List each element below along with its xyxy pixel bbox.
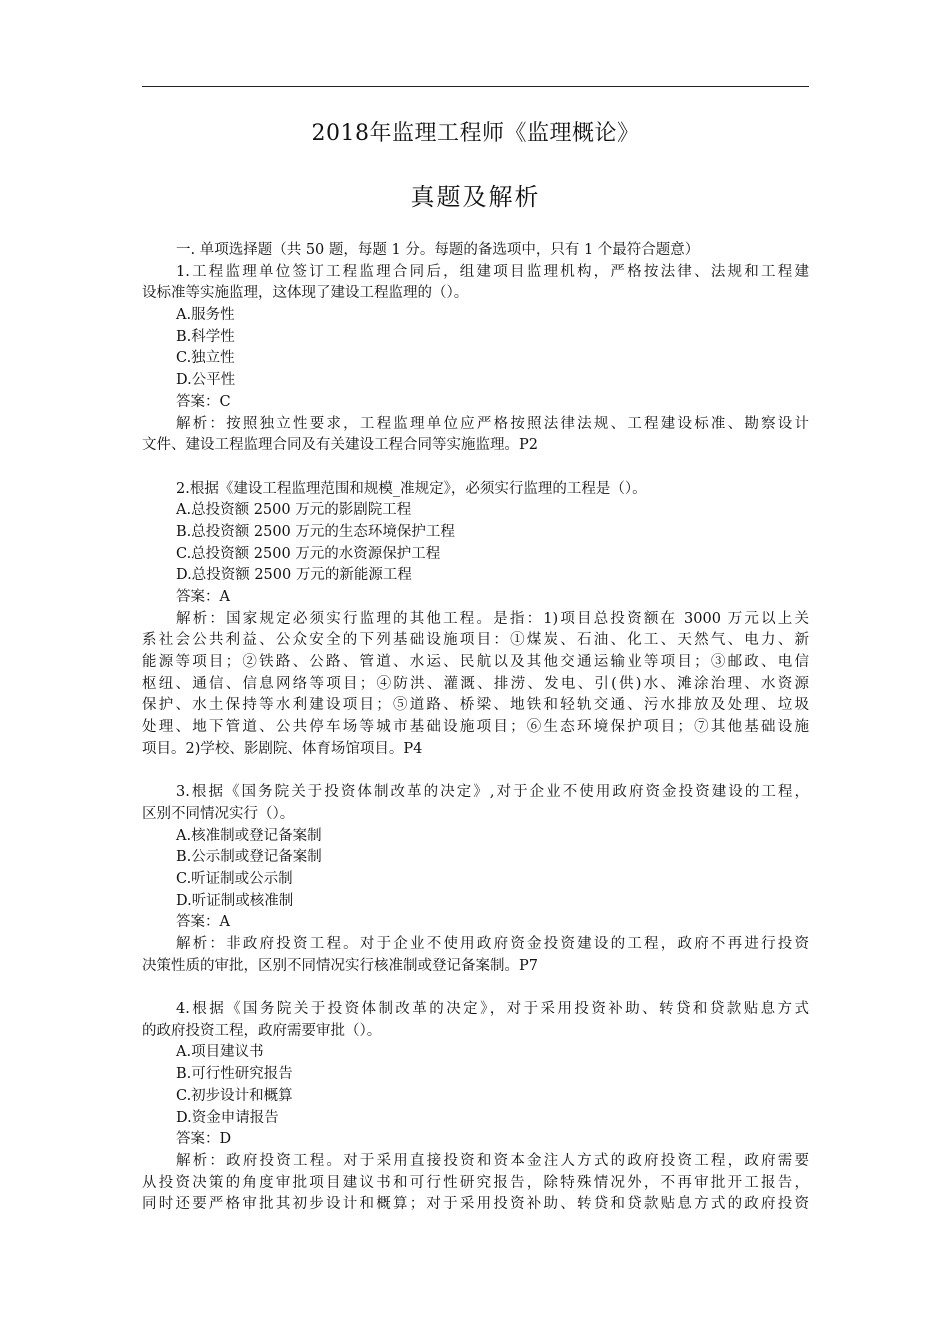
- q3-option-b: B.公示制或登记备案制: [176, 849, 322, 866]
- q1-option-c: C.独立性: [176, 350, 235, 367]
- q4-option-b: B.可行性研究报告: [176, 1066, 293, 1083]
- q2-stem-line: 2.根据《建设工程监理范围和规模_准规定》，必须实行监理的工程是（）。: [176, 480, 647, 497]
- q2-analysis-line: 保护、水土保持等水利建设项目；⑤道路、桥梁、地铁和轻轨交通、污水排放及处理、垃圾: [142, 697, 809, 714]
- q4-analysis-line: 同时还要严格审批其初步设计和概算；对于采用投资补助、转贷和贷款贴息方式的政府投资: [142, 1196, 809, 1213]
- q1-option-b: B.科学性: [176, 328, 235, 345]
- q1-answer: 答案：C: [176, 393, 231, 410]
- q1-option-a: A.服务性: [176, 307, 235, 324]
- q2-option-b: B.总投资额 2500 万元的生态环境保护工程: [176, 523, 455, 540]
- q4-answer: 答案：D: [176, 1131, 232, 1148]
- q2-analysis-line: 项目。2)学校、影剧院、体育场馆项目。P4: [142, 740, 423, 757]
- q1-stem-line: 设标准等实施监理，这体现了建设工程监理的（）。: [142, 285, 469, 302]
- q3-analysis-line: 决策性质的审批，区别不同情况实行核准制或登记备案制。P7: [142, 957, 538, 974]
- q2-analysis-line: 解析：国家规定必须实行监理的其他工程。是指：1)项目总投资额在 3000 万元以上关: [176, 610, 809, 627]
- q4-stem-line: 的政府投资工程，政府需要审批（）。: [142, 1022, 382, 1039]
- document-subtitle: 真题及解析: [410, 183, 541, 211]
- q2-analysis-line: 能源等项目；②铁路、公路、管道、水运、民航以及其他交通运输业等项目；③邮政、电信: [142, 654, 809, 671]
- q4-option-d: D.资金申请报告: [176, 1109, 279, 1126]
- q3-stem-line: 3.根据《国务院关于投资体制改革的决定》,对于企业不使用政府资金投资建设的工程，: [176, 784, 809, 801]
- paragraph-gap: [142, 457, 809, 479]
- document-title: 2018年监理工程师《监理概论》: [311, 121, 640, 146]
- q2-analysis-line: 枢纽、通信、信息网络等项目；④防洪、灌溉、排涝、发电、引(供)水、滩涂治理、水资源: [142, 675, 809, 692]
- q2-answer: 答案：A: [176, 589, 230, 605]
- q2-option-c: C.总投资额 2500 万元的水资源保护工程: [176, 545, 441, 562]
- paragraph-gap: [142, 761, 809, 783]
- q2-analysis-line: 处理、地下管道、公共停车场等城市基础设施项目；⑥生态环境保护项目；⑦其他基础设施: [142, 719, 809, 736]
- q1-analysis-line: 文件、建设工程监理合同及有关建设工程合同等实施监理。P2: [142, 437, 538, 454]
- q2-option-a: A.总投资额 2500 万元的影剧院工程: [176, 502, 412, 519]
- q1-option-d: D.公平性: [176, 372, 236, 389]
- q2-option-d: D.总投资额 2500 万元的新能源工程: [176, 567, 412, 584]
- q2-analysis-line: 系社会公共利益、公众安全的下列基础设施项目：①煤炭、石油、化工、天然气、电力、新: [142, 632, 809, 649]
- q3-option-c: C.听证制或公示制: [176, 870, 293, 887]
- q3-analysis-line: 解析：非政府投资工程。对于企业不使用政府资金投资建设的工程，政府不再进行投资: [176, 936, 809, 952]
- document-body: [142, 240, 809, 1216]
- paragraph-gap: [142, 977, 809, 999]
- q4-option-c: C.初步设计和概算: [176, 1087, 293, 1104]
- q4-stem-line: 4.根据《国务院关于投资体制改革的决定》，对于采用投资补助、转贷和贷款贴息方式: [176, 1001, 809, 1018]
- q3-option-a: A.核准制或登记备案制: [176, 827, 322, 844]
- q1-stem-line: 1.工程监理单位签订工程监理合同后，组建项目监理机构，严格按法律、法规和工程建: [176, 263, 809, 280]
- section-heading: 一. 单项选择题（共 50 题，每题 1 分。每题的备选项中，只有 1 个最符合题意）: [176, 242, 700, 258]
- q4-analysis-line: 解析：政府投资工程。对于采用直接投资和资本金注人方式的政府投资工程，政府需要: [176, 1152, 809, 1169]
- q3-answer: 答案：A: [176, 914, 230, 931]
- q1-analysis-line: 解析：按照独立性要求，工程监理单位应严格按照法律法规、工程建设标准、勘察设计: [176, 415, 809, 432]
- q3-option-d: D.听证制或核准制: [176, 892, 294, 909]
- header-rule: [142, 86, 809, 87]
- q4-option-a: A.项目建议书: [176, 1044, 264, 1061]
- q4-analysis-line: 从投资决策的角度审批项目建议书和可行性研究报告，除特殊情况外，不再审批开工报告，: [142, 1174, 809, 1191]
- q3-stem-line: 区别不同情况实行（）。: [142, 805, 295, 822]
